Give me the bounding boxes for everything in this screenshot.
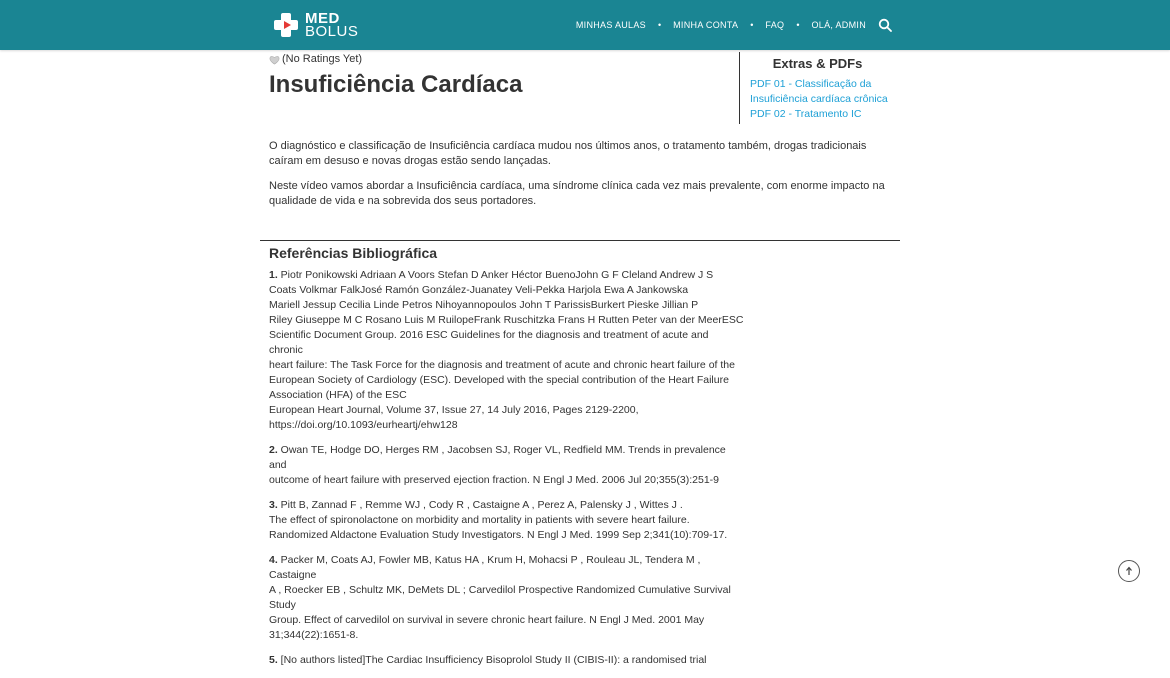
extras-title: Extras & PDFs	[772, 56, 863, 71]
nav-separator: •	[796, 20, 800, 30]
pdf-list-item	[750, 107, 895, 122]
page-title: Insuficiência Cardíaca	[269, 71, 523, 98]
nav-separator: •	[657, 20, 662, 30]
pdf-list-item	[750, 77, 895, 107]
extras-sidebar	[739, 52, 895, 124]
rating-text: (No Ratings Yet)	[282, 53, 363, 65]
pdf-link-tratamento[interactable]: PDF 02 - Tratamento IC	[750, 108, 862, 120]
reference-number: 1.	[269, 269, 278, 281]
arrow-up-icon	[1125, 566, 1133, 576]
back-to-top-button[interactable]	[1118, 560, 1140, 582]
lesson-description	[269, 139, 894, 219]
medbolus-logo-icon	[273, 12, 299, 38]
reference-number: 2.	[269, 444, 278, 456]
rating-star-icon[interactable]	[269, 54, 280, 65]
main-nav	[576, 0, 892, 50]
reference-item	[269, 443, 744, 488]
reference-item	[269, 553, 744, 643]
reference-text: [No authors listed]The Cardiac Insufficiency Bisoprolol Study II (CIBIS-II): a randomised trial	[277, 654, 707, 666]
reference-item	[269, 498, 744, 543]
search-icon[interactable]	[878, 18, 892, 32]
rating	[269, 53, 362, 65]
reference-item	[269, 653, 744, 668]
reference-number: 5.	[269, 654, 278, 666]
nav-separator: •	[750, 20, 754, 30]
reference-number: 4.	[269, 554, 278, 566]
reference-item	[269, 268, 744, 433]
reference-number: 3.	[269, 499, 278, 511]
logo-text-line1: MED	[305, 10, 340, 27]
reference-text: Piotr Ponikowski Adriaan A Voors Stefan D Anker Héctor BuenoJohn G F Cleland Andrew J S Coats Volkmar FalkJosé Ramón González-Juanatey Veli-Pekka Harjola Ewa A Jankowska Mariell Jessup Cecilia Linde Petros Nihoyannopoulos John T ParissisBurkert Pieske Jillian P Riley Giuseppe M C Rosano Luis M RuilopeFrank Ruschitzka Frans H Rutten Peter van der MeerESC Scientific Document Group. 2016 ESC Guidelines for the diagnosis and treatment of acute and chronic heart failure: The Task Force for the diagnosis and treatment of acute and chronic heart failure of the European Society of Cardiology (ESC). Developed with the special contribution of the Heart Failure Association (HFA) of the ESC European Heart Journal, Volume 37, Issue 27, 14 July 2016, Pages 2129-2200, https://doi.org/10.1093/eurheartj/ehw128	[269, 269, 744, 431]
logo[interactable]	[273, 11, 358, 39]
section-divider	[260, 240, 900, 241]
logo-text-line2: BOLUS	[305, 23, 359, 40]
pdf-list	[750, 77, 895, 122]
reference-text: Packer M, Coats AJ, Fowler MB, Katus HA , Krum H, Mohacsi P , Rouleau JL, Tendera M , Castaigne A , Roecker EB , Schultz MK, DeMets DL ; Carvedilol Prospective Randomized Cumulative Survival Study Group. Effect of carvedilol on survival in severe chronic heart failure. N Engl J Med. 2001 May 31;344(22):1651-8.	[269, 554, 731, 641]
references-list	[269, 268, 744, 678]
top-navbar	[0, 0, 1170, 50]
description-paragraph-2: Neste vídeo vamos abordar a Insuficiência cardíaca, uma síndrome clínica cada vez mais prevalente, com enorme impacto na qualidade de vida e na sobrevida dos seus portadores.	[269, 180, 885, 207]
nav-minha-conta[interactable]: MINHA CONTA	[673, 20, 739, 30]
pdf-link-classificacao[interactable]: PDF 01 - Classificação da Insuficiência cardíaca crônica	[750, 78, 888, 105]
references-title: Referências Bibliográfica	[269, 245, 438, 261]
reference-text: Pitt B, Zannad F , Remme WJ , Cody R , Castaigne A , Perez A, Palensky J , Wittes J . The effect of spironolactone on morbidity and mortality in patients with severe heart failure. Randomized Aldactone Evaluation Study Investigators. N Engl J Med. 1999 Sep 2;341(10):709-17.	[269, 499, 728, 541]
reference-text: Owan TE, Hodge DO, Herges RM , Jacobsen SJ, Roger VL, Redfield MM. Trends in prevalence and outcome of heart failure with preserved ejection fraction. N Engl J Med. 2006 Jul 20;355(3):251-9	[269, 444, 726, 486]
description-paragraph-1: O diagnóstico e classificação de Insuficiência cardíaca mudou nos últimos anos, o tratamento também, drogas tradicionais caíram em desuso e novas drogas estão sendo lançadas.	[269, 140, 867, 167]
nav-user-greeting[interactable]: OLÁ, ADMIN	[811, 20, 866, 30]
nav-faq[interactable]: FAQ	[765, 20, 785, 30]
nav-minhas-aulas[interactable]: MINHAS AULAS	[575, 20, 646, 30]
